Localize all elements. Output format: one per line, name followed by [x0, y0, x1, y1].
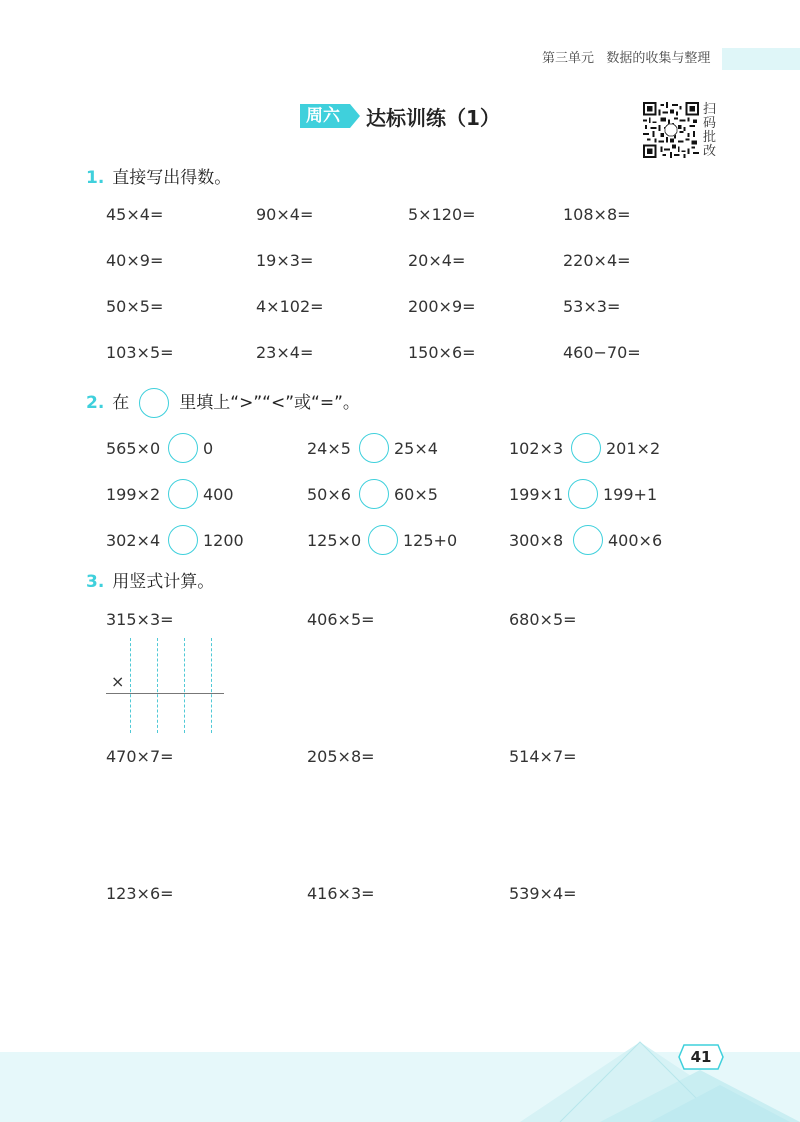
qr-label: 扫码批改 — [703, 102, 717, 159]
header-chapter-label: 数据的收集与整理 — [606, 51, 711, 66]
s2-left-expr: 125×0 — [307, 531, 362, 550]
section-3-label: 用竖式计算。 — [112, 572, 215, 592]
s2-right-expr: 400×6 — [608, 531, 663, 550]
s1-problem: 150×6= — [408, 343, 476, 362]
s2-right-expr: 1200 — [203, 531, 244, 550]
s2-left-expr: 300×8 — [509, 531, 564, 550]
s3-problem: 123×6= — [106, 884, 174, 903]
section-1-label: 直接写出得数。 — [112, 168, 232, 188]
s2-left-expr: 199×1 — [509, 485, 564, 504]
s2-left-expr: 565×0 — [106, 439, 161, 458]
s2-left-expr: 24×5 — [307, 439, 351, 458]
answer-circle[interactable] — [168, 433, 198, 463]
header-unit-label: 第三单元 — [542, 51, 595, 66]
section-1-title — [86, 166, 231, 190]
answer-circle[interactable] — [359, 433, 389, 463]
s3-problem: 416×3= — [307, 884, 375, 903]
s1-problem: 50×5= — [106, 297, 164, 316]
answer-circle[interactable] — [573, 525, 603, 555]
section-2-label-before: 在 — [112, 393, 130, 413]
multiply-sign: × — [111, 672, 125, 691]
answer-circle[interactable] — [368, 525, 398, 555]
s3-problem: 514×7= — [509, 747, 577, 766]
s3-problem: 406×5= — [307, 610, 375, 629]
s1-problem: 20×4= — [408, 251, 466, 270]
s2-right-expr: 199+1 — [603, 485, 658, 504]
title-text: 达标训练（1） — [366, 105, 500, 130]
s3-problem: 470×7= — [106, 747, 174, 766]
s1-problem: 220×4= — [563, 251, 631, 270]
s2-left-expr: 302×4 — [106, 531, 161, 550]
s1-problem: 460−70= — [563, 343, 641, 362]
section-3-title — [86, 570, 214, 594]
s2-right-expr: 0 — [203, 439, 214, 458]
s2-right-expr: 201×2 — [606, 439, 661, 458]
calc-underline — [106, 693, 224, 694]
s3-problem: 680×5= — [509, 610, 577, 629]
section-2-number: 2. — [86, 393, 105, 413]
s1-problem: 200×9= — [408, 297, 476, 316]
s2-right-expr: 125+0 — [403, 531, 458, 550]
page-number: 41 — [690, 1048, 712, 1066]
grid-guide-line — [184, 638, 185, 733]
s3-problem: 315×3= — [106, 610, 174, 629]
s1-problem: 53×3= — [563, 297, 621, 316]
s1-problem: 103×5= — [106, 343, 174, 362]
header-unit — [542, 48, 710, 70]
section-3-number: 3. — [86, 572, 105, 592]
s2-right-expr: 60×5 — [394, 485, 438, 504]
s1-problem: 108×8= — [563, 205, 631, 224]
header-strip — [722, 48, 800, 70]
s1-problem: 19×3= — [256, 251, 314, 270]
s2-left-expr: 199×2 — [106, 485, 161, 504]
s1-problem: 5×120= — [408, 205, 476, 224]
s2-left-expr: 50×6 — [307, 485, 351, 504]
s1-problem: 40×9= — [106, 251, 164, 270]
answer-circle[interactable] — [168, 525, 198, 555]
qr-code-icon[interactable] — [643, 102, 699, 158]
grid-guide-line — [157, 638, 158, 733]
s1-problem: 45×4= — [106, 205, 164, 224]
s1-problem: 4×102= — [256, 297, 324, 316]
section-2-title — [86, 391, 360, 415]
answer-circle[interactable] — [359, 479, 389, 509]
s1-problem: 23×4= — [256, 343, 314, 362]
s2-right-expr: 25×4 — [394, 439, 438, 458]
s1-problem: 90×4= — [256, 205, 314, 224]
s2-left-expr: 102×3 — [509, 439, 564, 458]
s3-problem: 539×4= — [509, 884, 577, 903]
answer-circle[interactable] — [571, 433, 601, 463]
section-2-label-after: 里填上“>”“<”或“=”。 — [179, 393, 360, 413]
s2-right-expr: 400 — [203, 485, 234, 504]
grid-guide-line — [211, 638, 212, 733]
day-tag: 周六 — [300, 104, 350, 128]
grid-guide-line — [130, 638, 131, 733]
section-1-number: 1. — [86, 168, 105, 188]
example-circle — [139, 388, 169, 418]
answer-circle[interactable] — [168, 479, 198, 509]
answer-circle[interactable] — [568, 479, 598, 509]
s3-problem: 205×8= — [307, 747, 375, 766]
